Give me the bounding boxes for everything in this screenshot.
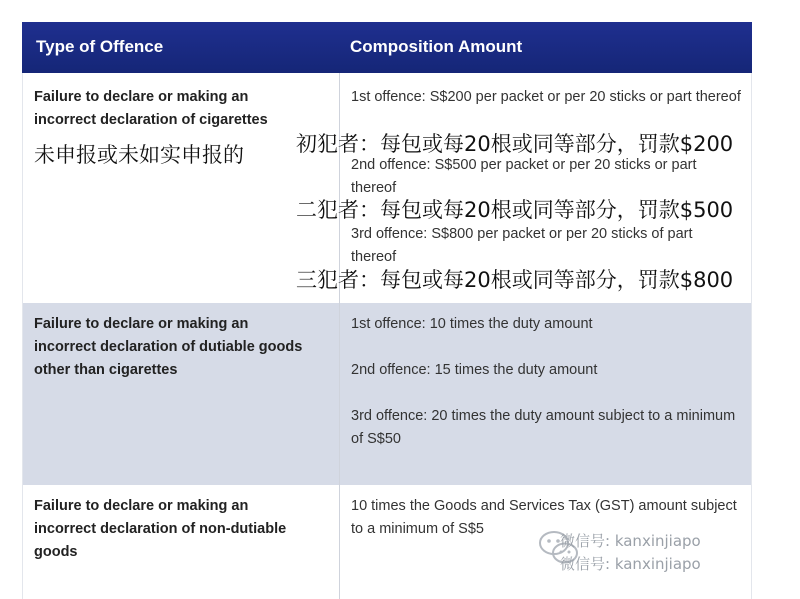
amount-first-offence: 1st offence: S$200 per packet or per 20 sticks or part thereof <box>351 89 741 105</box>
offence-chinese-note: 未申报或未如实申报的 <box>34 143 244 167</box>
table-left-border <box>22 73 23 599</box>
amount-third-offence: 3rd offence: 20 times the duty amount subject to a minimum of S$50 <box>351 408 736 447</box>
table-header <box>22 22 752 73</box>
watermark-line-1: 微信号: kanxinjiapo <box>560 532 701 550</box>
offence-table <box>22 22 752 599</box>
amount-first-offence: 1st offence: 10 times the duty amount <box>351 316 593 332</box>
chinese-overlay-first-offence: 初犯者：每包或每20根或同等部分，罚款$200 <box>296 132 734 156</box>
table-row <box>22 303 752 485</box>
offence-cell: Failure to declare or making an incorrect declaration of dutiable goods other than cigarettes <box>34 316 303 378</box>
amount-second-offence: 2nd offence: S$500 per packet or per 20 sticks or part thereof <box>351 157 697 196</box>
header-type-of-offence: Type of Offence <box>36 37 164 56</box>
offence-cell: Failure to declare or making an incorrect declaration of cigarettes <box>34 89 268 128</box>
chinese-overlay-third-offence: 三犯者：每包或每20根或同等部分，罚款$800 <box>296 268 734 292</box>
amount-cell: 10 times the Goods and Services Tax (GST) amount subject to a minimum of S$5 <box>351 498 737 537</box>
amount-third-offence: 3rd offence: S$800 per packet or per 20 sticks of part thereof <box>351 226 693 265</box>
watermark-line-2: 微信号: kanxinjiapo <box>560 555 701 573</box>
amount-second-offence: 2nd offence: 15 times the duty amount <box>351 362 598 378</box>
offence-cell: Failure to declare or making an incorrect declaration of non-dutiable goods <box>34 498 287 560</box>
chinese-overlay-second-offence: 二犯者：每包或每20根或同等部分，罚款$500 <box>296 198 734 222</box>
header-composition-amount: Composition Amount <box>350 37 523 56</box>
table-right-border <box>751 73 752 599</box>
